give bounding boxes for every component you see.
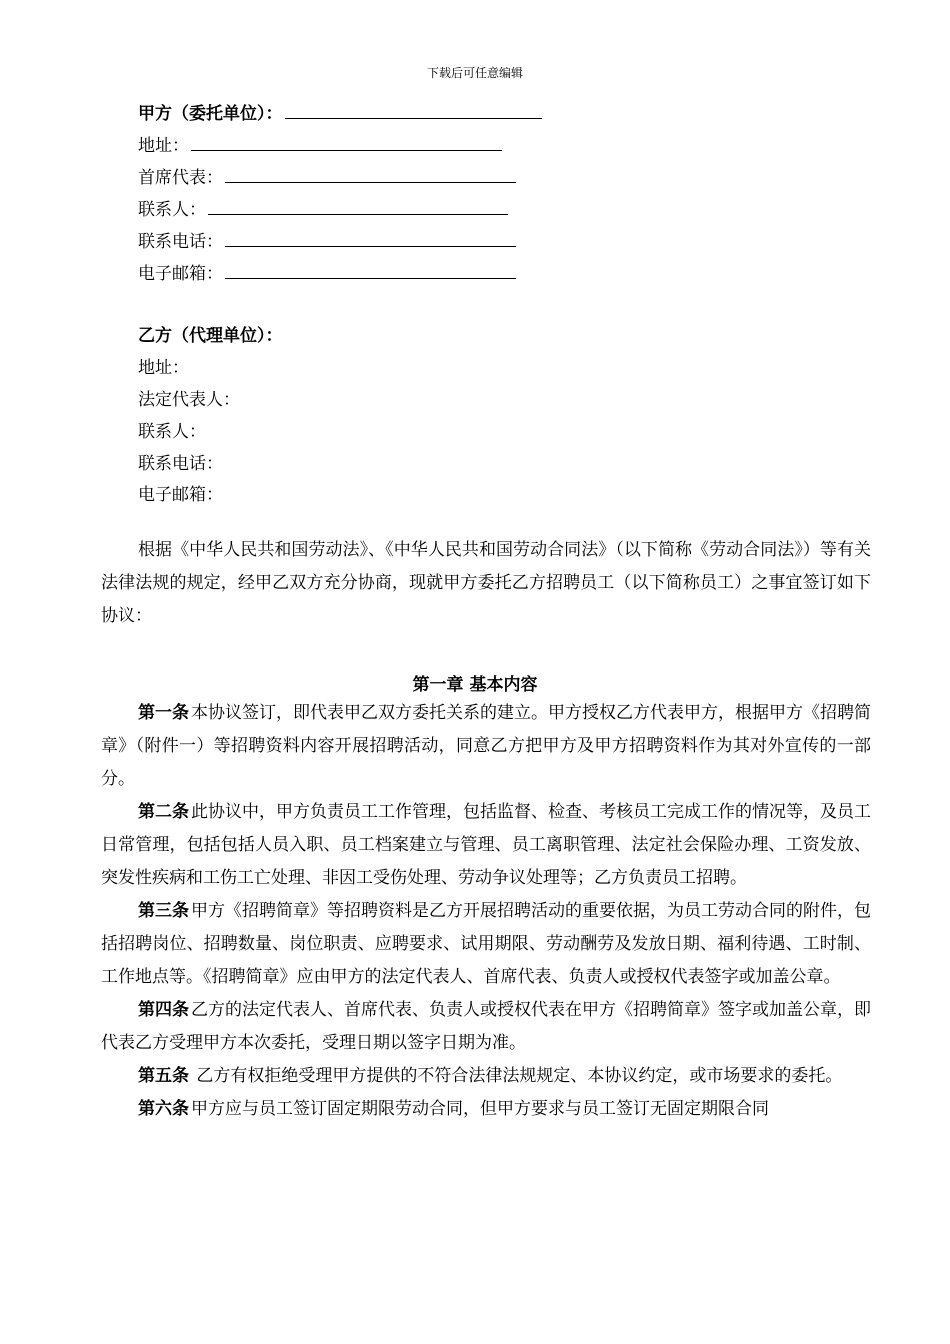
party-a-name-field[interactable] (285, 101, 542, 119)
party-a-address-field[interactable] (191, 133, 502, 151)
party-b-email-label: 电子邮箱： (138, 485, 223, 505)
party-a-title-row (138, 101, 542, 124)
party-b-phone-label: 联系电话： (138, 454, 223, 474)
article-5 (101, 1060, 871, 1093)
party-a-contact-field[interactable] (208, 197, 508, 215)
party-b-address-label: 地址： (138, 358, 189, 378)
party-a-representative-label: 首席代表： (138, 168, 223, 188)
party-a-email-row (138, 261, 516, 284)
article-label: 第三条 (138, 901, 189, 921)
article-4 (101, 994, 871, 1060)
party-a-phone-row (138, 229, 516, 252)
party-a-email-field[interactable] (225, 261, 516, 279)
party-a-phone-label: 联系电话： (138, 232, 223, 252)
article-label: 第五条 (138, 1066, 189, 1086)
party-b-title: 乙方（代理单位）： (138, 326, 283, 346)
page-header: 下载后可任意编辑 (426, 66, 523, 80)
party-a-contact-row (138, 197, 508, 220)
article-label: 第四条 (138, 1000, 189, 1020)
party-a-title: 甲方（委托单位）： (138, 104, 283, 124)
party-b-contact-label: 联系人： (138, 422, 206, 442)
party-a-representative-field[interactable] (225, 165, 516, 183)
articles-block (101, 697, 871, 1126)
preamble-text: 根据《中华人民共和国劳动法》、《中华人民共和国劳动合同法》（以下简称《劳动合同法》）等有关法律法规的规定，经甲乙双方充分协商，现就甲方委托乙方招聘员工（以下简称员工）之事宜签订如下协议： (101, 540, 871, 626)
party-a-contact-label: 联系人： (138, 200, 206, 220)
article-3 (101, 895, 871, 994)
article-text: 此协议中，甲方负责员工工作管理，包括监督、检查、考核员工完成工作的情况等，及员工日常管理，包括包括人员入职、员工档案建立与管理、员工离职管理、法定社会保险办理、工资发放、突发性疾病和工伤工亡处理、非因工受伤处理、劳动争议处理等；乙方负责员工招聘。 (101, 802, 871, 888)
article-text: 甲方《招聘简章》等招聘资料是乙方开展招聘活动的重要依据，为员工劳动合同的附件，包括招聘岗位、招聘数量、岗位职责、应聘要求、试用期限、劳动酬劳及发放日期、福利待遇、工时制、工作地点等。《招聘简章》应由甲方的法定代表人、首席代表、负责人或授权代表签字或加盖公章。 (101, 901, 871, 987)
article-text: 甲方应与员工签订固定期限劳动合同，但甲方要求与员工签订无固定期限合同 (191, 1099, 769, 1119)
article-1 (101, 697, 871, 796)
article-6 (101, 1093, 871, 1126)
article-2 (101, 796, 871, 895)
article-label: 第六条 (138, 1099, 189, 1119)
party-a-phone-field[interactable] (225, 229, 516, 247)
party-a-representative-row (138, 165, 516, 188)
chapter-title: 第一章 基本内容 (412, 675, 538, 695)
article-text: 乙方的法定代表人、首席代表、负责人或授权代表在甲方《招聘简章》签字或加盖公章，即代表乙方受理甲方本次委托，受理日期以签字日期为准。 (101, 1000, 871, 1053)
party-a-email-label: 电子邮箱： (138, 264, 223, 284)
article-label: 第二条 (138, 802, 189, 822)
article-text: 乙方有权拒绝受理甲方提供的不符合法律法规规定、本协议约定，或市场要求的委托。 (191, 1066, 843, 1086)
article-label: 第一条 (138, 703, 189, 723)
article-text: 本协议签订，即代表甲乙双方委托关系的建立。甲方授权乙方代表甲方，根据甲方《招聘简章》（附件一）等招聘资料内容开展招聘活动，同意乙方把甲方及甲方招聘资料作为其对外宣传的一部分。 (101, 703, 871, 789)
preamble-block (101, 534, 871, 633)
party-a-address-row (138, 133, 502, 156)
party-a-address-label: 地址： (138, 136, 189, 156)
party-b-legal-rep-label: 法定代表人： (138, 390, 240, 410)
